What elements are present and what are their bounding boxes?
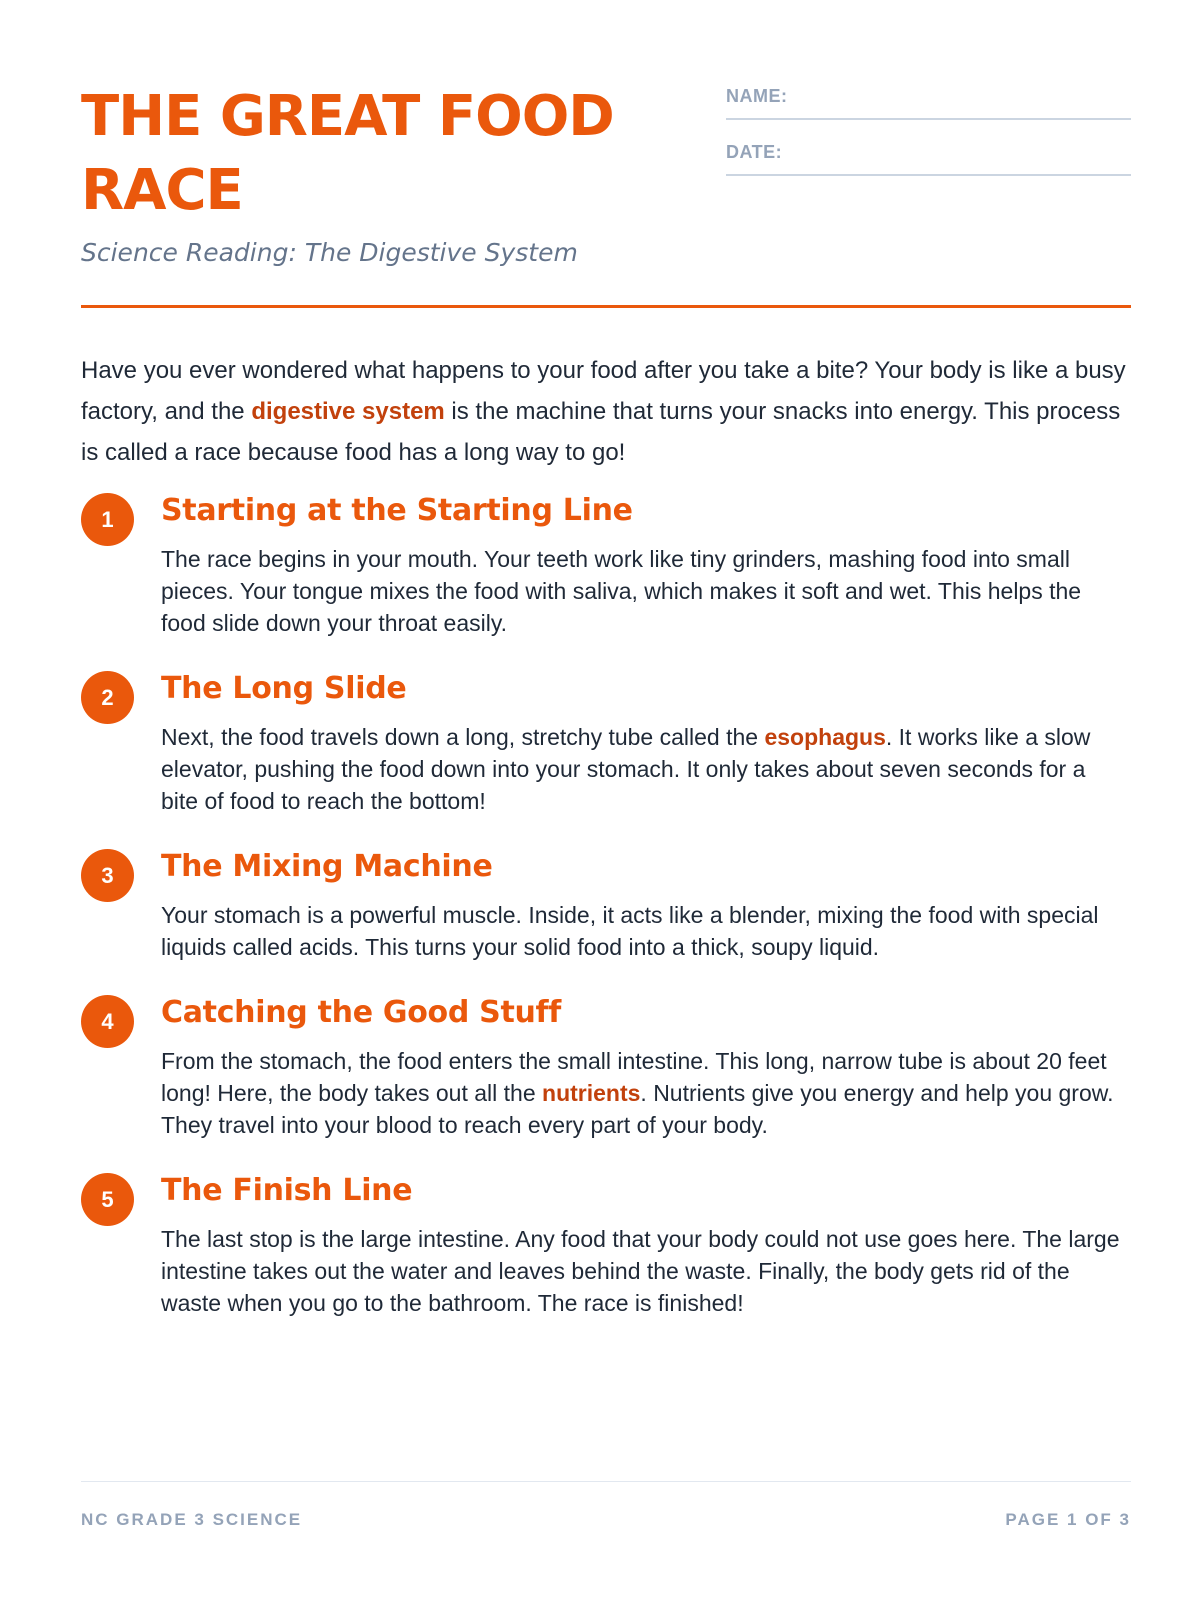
section-body: [161, 721, 1126, 817]
footer-page-number: PAGE 1 OF 3: [1005, 1510, 1131, 1529]
section-title: The Mixing Machine: [161, 849, 493, 884]
section-title: The Finish Line: [161, 1173, 413, 1208]
page-title: THE GREAT FOOD RACE: [81, 84, 614, 223]
header: [81, 80, 1131, 310]
section-body-end: . Nutrients give you energy and help you grow. They travel into your blood to reach every part of your body.: [161, 1080, 1114, 1138]
section-title: Starting at the Starting Line: [161, 493, 633, 528]
section-body-start: From the stomach, the food enters the small intestine. This long, narrow tube is about 20 feet long! Here, the body takes out all the: [161, 1048, 1107, 1106]
section-key-term: nutrients: [542, 1080, 641, 1106]
date-field[interactable]: [726, 136, 1131, 176]
date-label: DATE:: [726, 142, 783, 162]
section-title: The Long Slide: [161, 671, 407, 706]
intro-text-start: Have you ever wondered what happens to your food after you take a bite? Your body is like a busy factory, and the: [81, 357, 1126, 425]
step-number-badge: 3: [81, 849, 134, 902]
step-number-badge: 4: [81, 995, 134, 1048]
name-field[interactable]: [726, 80, 1131, 120]
section-body-start: Next, the food travels down a long, stretchy tube called the: [161, 724, 765, 750]
section-body: Your stomach is a powerful muscle. Inside, it acts like a blender, mixing the food with special liquids called acids. This turns your solid food into a thick, soupy liquid.: [161, 902, 1099, 960]
student-fields: [726, 80, 1131, 192]
section-body-end: . It works like a slow elevator, pushing the food down into your stomach. It only takes about seven seconds for a bite of food to reach the bottom!: [161, 724, 1091, 814]
intro-text-end: is the machine that turns your snacks into energy. This process is called a race because food has a long way to go!: [81, 398, 1121, 466]
worksheet-page: [81, 0, 1131, 1600]
name-label: NAME:: [726, 86, 788, 106]
section-body: The last stop is the large intestine. Any food that your body could not use goes here. The large intestine takes out the water and leaves behind the waste. Finally, the body gets rid of the waste when you go to the bathroom. The race is finished!: [161, 1226, 1120, 1316]
step-number-badge: 2: [81, 671, 134, 724]
section-body: [161, 1045, 1126, 1141]
page-subtitle: Science Reading: The Digestive System: [81, 238, 578, 267]
section-title: Catching the Good Stuff: [161, 995, 562, 1030]
footer-course-label: NC GRADE 3 SCIENCE: [81, 1510, 303, 1529]
step-number-badge: 5: [81, 1173, 134, 1226]
section-body: The race begins in your mouth. Your teeth work like tiny grinders, mashing food into small pieces. Your tongue mixes the food with saliva, which makes it soft and wet. This helps the food slide down your throat easily.: [161, 546, 1082, 636]
footer-divider: [81, 1481, 1131, 1482]
section-key-term: esophagus: [764, 724, 886, 750]
intro-paragraph: [81, 350, 1131, 473]
header-divider: [81, 305, 1131, 308]
intro-key-term: digestive system: [251, 398, 445, 425]
step-number-badge: 1: [81, 493, 134, 546]
